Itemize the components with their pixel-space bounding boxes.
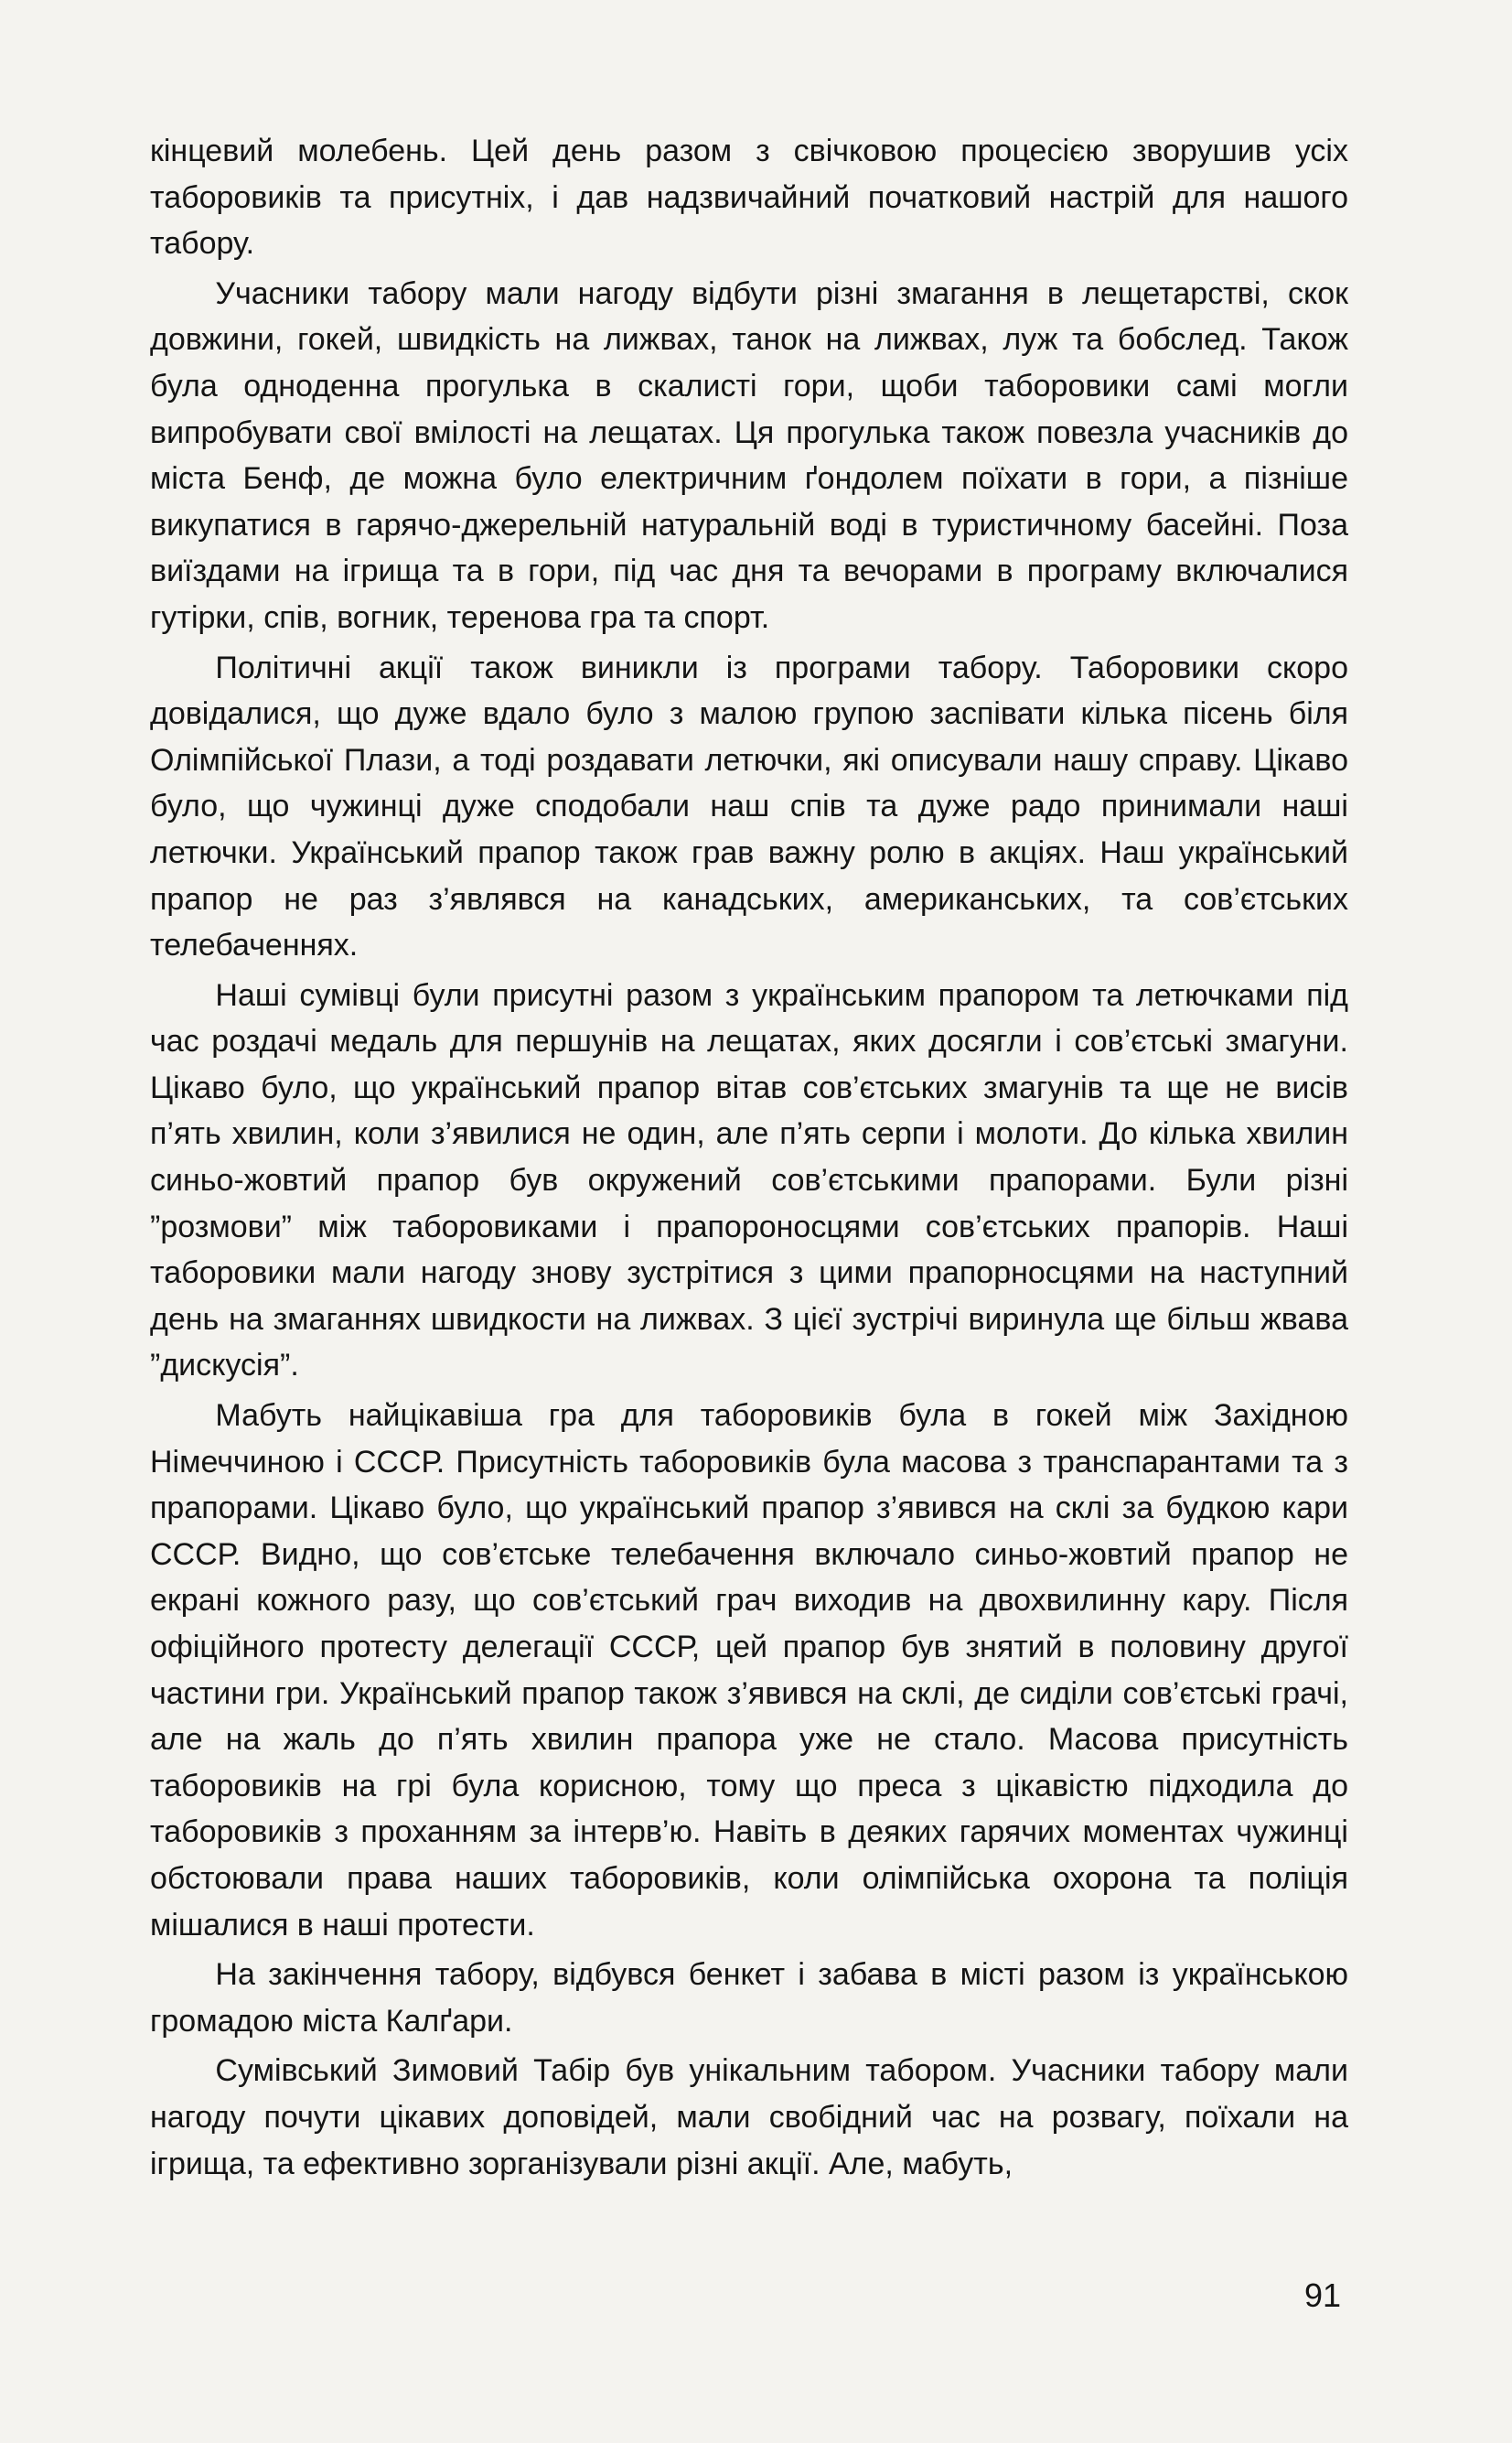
paragraph-1: кінцевий молебень. Цей день разом з свічковою процесією зворушив усіх таборовиків та присутніх, і дав надзвичайний початковий настрій для нашого табору. bbox=[150, 134, 1348, 262]
page-body bbox=[150, 128, 1348, 2190]
paragraph-7: Сумівський Зимовий Табір був унікальним табором. Учасники табору мали нагоду почути цікавих доповідей, мали свобідний час на розвагу, поїхали на ігрища, та ефективно зорганізували різні акції. Але, мабуть, bbox=[150, 2053, 1348, 2181]
paragraph-3: Політичні акції також виникли із програми табору. Таборовики скоро довідалися, що дуже вдало було з малою групою заспівати кілька пісень біля Олімпійської Плази, а тоді роздавати летючки, які описували нашу справу. Цікаво було, що чужинці дуже сподобали наш спів та дуже радо принимали наші летючки. Український прапор також грав важну ролю в акціях. Наш український прапор не раз з’являвся на канадських, американських, та сов’єтських телебаченнях. bbox=[150, 650, 1348, 963]
paragraph-5: Мабуть найцікавіша гра для таборовиків була в гокей між Західною Німеччиною і СССР. Присутність таборовиків була масова з транспарантами та з прапорами. Цікаво було, що український прапор з’явився на склі за будкою кари СССР. Видно, що сов’єтське телебачення включало синьо-жовтий прапор не екрані кожного разу, що сов’єтський грач виходив на двохвилинну кару. Після офіційного протесту делегації СССР, цей прапор був знятий в половину другої частини гри. Український прапор також з’явився на склі, де сиділи сов’єтські грачі, але на жаль до п’ять хвилин прапора уже не стало. Масова присутність таборовиків на грі була корисною, тому що преса з цікавістю підходила до таборовиків з проханням за інтерв’ю. Навіть в деяких гарячих моментах чужинці обстоювали права наших таборовиків, коли олімпійська охорона та поліція мішалися в наші протести. bbox=[150, 1398, 1348, 1943]
paragraph-6: На закінчення табору, відбувся бенкет і забава в місті разом із українською громадою міста Калґари. bbox=[150, 1957, 1348, 2039]
paragraph-4: Наші сумівці були присутні разом з українським прапором та летючками під час роздачі медаль для першунів на лещатах, яких досягли і сов’єтські змагуни. Цікаво було, що український прапор вітав сов’єтських змагунів та ще не висів п’ять хвилин, коли з’явилися не один, але п’ять серпи і молоти. До кілька хвилин синьо-жовтий прапор був окружений сов’єтськими прапорами. Були різні ”розмови” між таборовиками і прапороносцями сов’єтських прапорів. Наші таборовики мали нагоду знову зустрітися з цими прапорносцями на наступний день на змаганнях швидкости на лижвах. З цієї зустрічі виринула ще більш жвава ”дискусія”. bbox=[150, 977, 1348, 1383]
paragraph-2: Учасники табору мали нагоду відбути різні змагання в лещетарстві, скок довжини, гокей, швидкість на лижвах, танок на лижвах, луж та бобслед. Також була одноденна прогулька в скалисті гори, щоби таборовики самі могли випробувати свої вмілості на лещатах. Ця прогулька також повезла учасників до міста Бенф, де можна було електричним ґондолем поїхати в гори, а пізніше викупатися в гарячо-джерельній натуральній воді в туристичному басейні. Поза виїздами на ігрища та в гори, під час дня та вечорами в програму включалися гутірки, спів, вогник, теренова гра та спорт. bbox=[150, 275, 1348, 635]
page-number: 91 bbox=[1304, 2276, 1342, 2314]
